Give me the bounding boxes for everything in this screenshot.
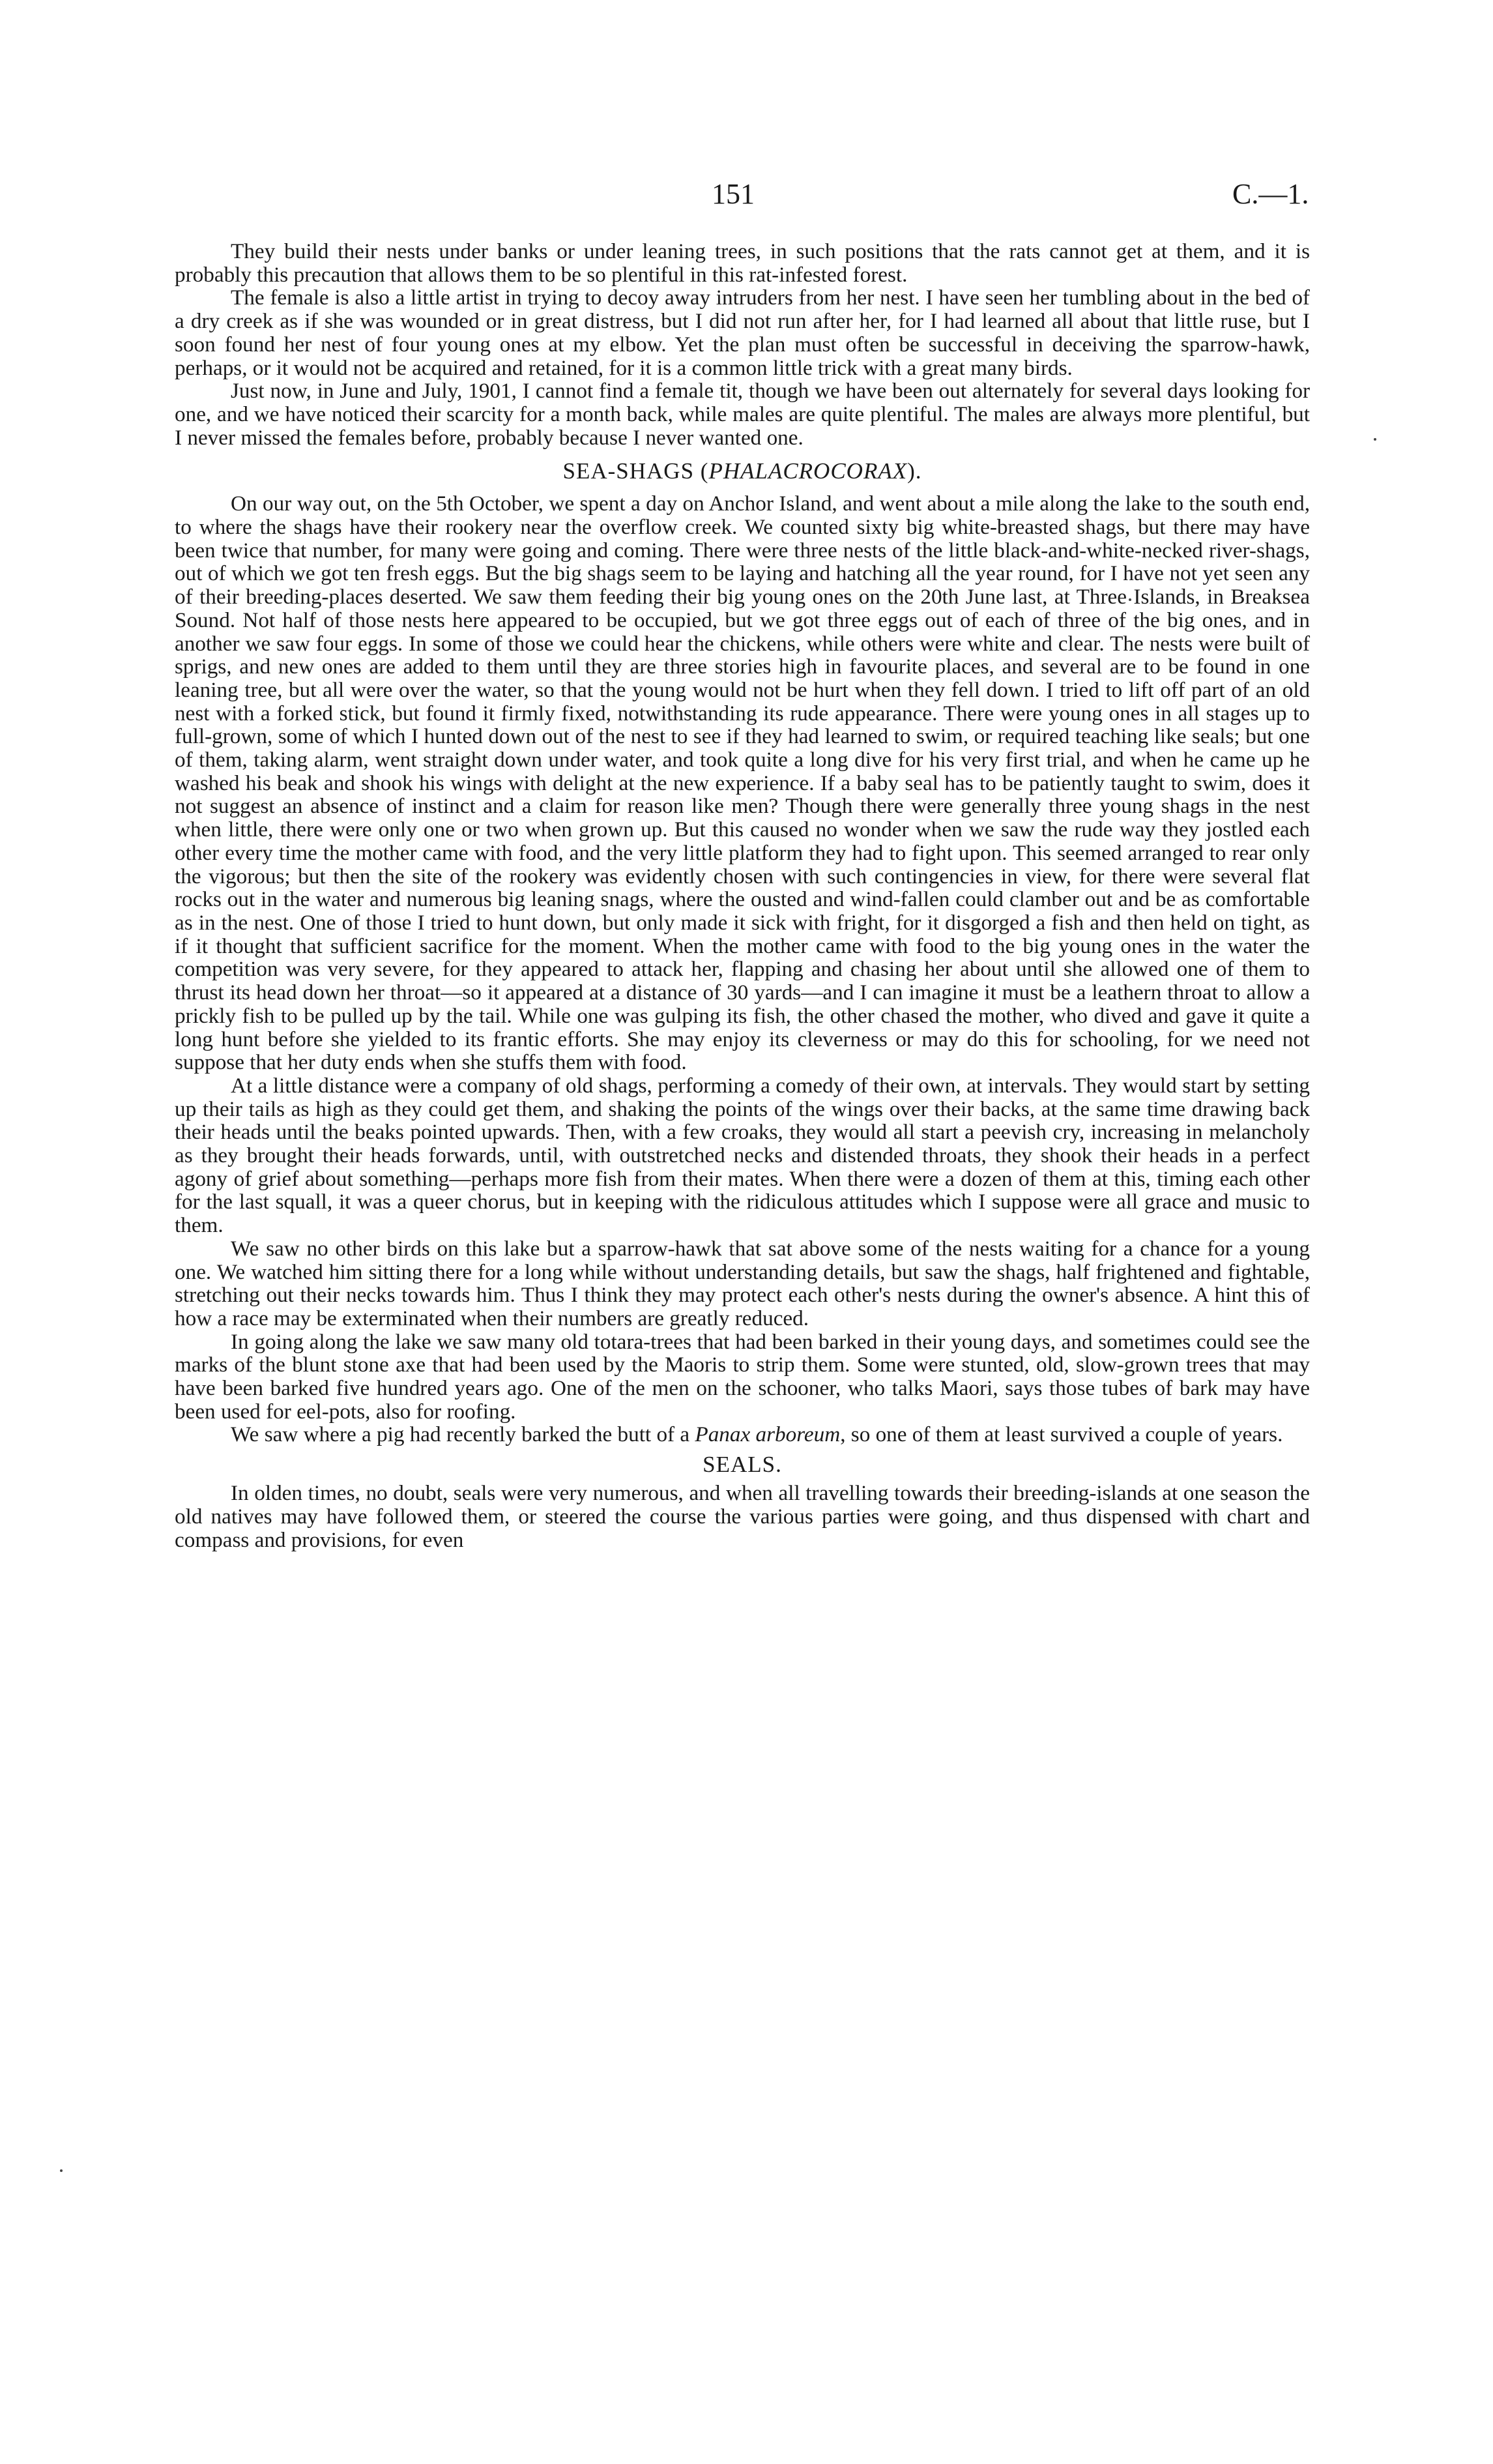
heading-text: SEA-SHAGS ( [562,458,709,484]
paragraph: Just now, in June and July, 1901, I cannot find a female tit, though we have been out alternately for several days looking for one, and we have noticed their scarcity for a month back, while males are quite plentiful. The males are always more plentiful, but I never missed the females before, probably because I never wanted one. [175,379,1310,450]
paragraph: On our way out, on the 5th October, we spent a day on Anchor Island, and went about a mile along the lake to the south end, to where the shags have their rookery near the overflow creek. We counted sixty big white-breasted shags, but there may have been twice that number, for many were going and coming. There were three nests of the little black-and-white-necked river-shags, out of which we got ten fresh eggs. But the big shags seem to be laying and hatching all the year round, for I have not yet seen any of their breeding-places deserted. We saw them feeding their big young ones on the 20th June last, at Three Islands, in Breaksea Sound. Not half of those nests here appeared to be occupied, but we got three eggs out of each of three of the big ones, and in another we saw four eggs. In some of those we could hear the chickens, while others were white and clear. The nests were built of sprigs, and new ones are added to them until they are three stories high in favourite places, and several are to be found in one leaning tree, but all were over the water, so that the young would not be hurt when they fell down. I tried to lift off part of an old nest with a forked stick, but found it firmly fixed, notwithstanding its rude appearance. There were young ones in all stages up to full-grown, some of which I hunted down out of the nest to see if they had learned to swim, or required teaching like seals; but one of them, taking alarm, went straight down under water, and took quite a long dive for his very first trial, and when he came up he washed his beak and shook his wings with delight at the new experience. If a baby seal has to be patiently taught to swim, does it not suggest an absence of instinct and a claim for reason like men? Though there were generally three young shags in the nest when little, there were only one or two when grown up. But this caused no wonder when we saw the rude way they jostled each other every time the mother came with food, and the very little platform they had to fight upon. This seemed arranged to rear only the vigorous; but then the site of the rookery was evidently chosen with such contingencies in view, for there were several flat rocks out in the water and numerous big leaning snags, where the ousted and wind-fallen could clamber out and be as comfortable as in the nest. One of those I tried to hunt down, but only made it sick with fright, for it disgorged a fish and then held on tight, as if it thought that sufficient sacrifice for the moment. When the mother came with food to the big young ones in the water the competition was very severe, for they appeared to attack her, flapping and chasing her about until she allowed one of them to thrust its head down her throat—so it appeared at a distance of 30 yards—and I can imagine it must be a leathern throat to allow a prickly fish to be pulled up by the tail. While one was gulping its fish, the other chased the mother, who dived and gave it quite a long hunt before she yielded to its frantic efforts. She may enjoy its cleverness or may do this for schooling, for we need not suppose that her duty ends when she stuffs them with food. [175,491,1310,1075]
page-number: 151 [712,178,755,210]
section-heading-sea-shags [175,458,1310,484]
paragraph-text: We saw where a pig had recently barked the butt of a [231,1422,695,1447]
paragraph: The female is also a little artist in trying to decoy away intruders from her nest. I have seen her tumbling about in the bed of a dry creek as if she was wounded or in great distress, but I did not run after her, for I had learned all about that little ruse, but I soon found her nest of four young ones at my elbow. Yet the plan must often be successful in deceiving the sparrow-hawk, perhaps, or it would not be acquired and retained, for it is a common little trick with a great many birds. [175,286,1310,380]
running-head [0,177,1493,216]
paragraph: In going along the lake we saw many old totara-trees that had been barked in their young days, and sometimes could see the marks of the blunt stone axe that had been used by the Maoris to strip them. Some were stunted, old, slow-grown trees that may have been barked five hundred years ago. One of the men on the schooner, who talks Maori, says those tubes of bark may have been used for eel-pots, also for roofing. [175,1329,1310,1424]
body-text [175,240,1310,1551]
paragraph: At a little distance were a company of old shags, performing a comedy of their own, at intervals. They would start by setting up their tails as high as they could get them, and shaking the points of the wings over their backs, at the same time drawing back their heads until the beaks pointed upwards. Then, with a few croaks, they would all start a peevish cry, increasing in melancholy as they brought their heads forwards, until, with outstretched necks and distended throats, they shook their heads in a perfect agony of grief about something—perhaps more fish from their mates. When there were a dozen of them at this, timing each other for the last squall, it was a queer chorus, but in keeping with the ridiculous attitudes which I suppose were all grace and music to them. [175,1073,1310,1238]
section-heading-seals: SEALS. [703,1452,782,1478]
scientific-name: Panax arboreum [695,1422,841,1447]
series-code: C.—1. [1232,178,1309,210]
heading-text: ). [907,458,922,484]
paragraph: We saw no other birds on this lake but a sparrow-hawk that sat above some of the nests waiting for a chance for a young one. We watched him sitting there for a long while without understanding details, but saw the shags, half frightened and fightable, stretching out their necks towards him. Thus I think they may protect each other's nests during the owner's absence. A hint this of how a race may be exterminated when their numbers are greatly reduced. [175,1236,1310,1330]
paragraph: They build their nests under banks or under leaning trees, in such positions that the rats cannot get at them, and it is probably this precaution that allows them to be so plentiful in this rat-infested forest. [175,239,1310,287]
margin-speck [1374,438,1376,441]
heading-scientific-name: PHALACROCORAX [708,458,908,484]
paragraph-text: , so one of them at least survived a couple of years. [840,1422,1283,1447]
paragraph [175,1423,1310,1446]
margin-speck [60,2169,63,2172]
paragraph: In olden times, no doubt, seals were very numerous, and when all travelling towards their breeding-islands at one season the old natives may have followed them, or steered the course the various parties were going, and thus dispensed with chart and compass and provisions, for even [175,1481,1310,1552]
